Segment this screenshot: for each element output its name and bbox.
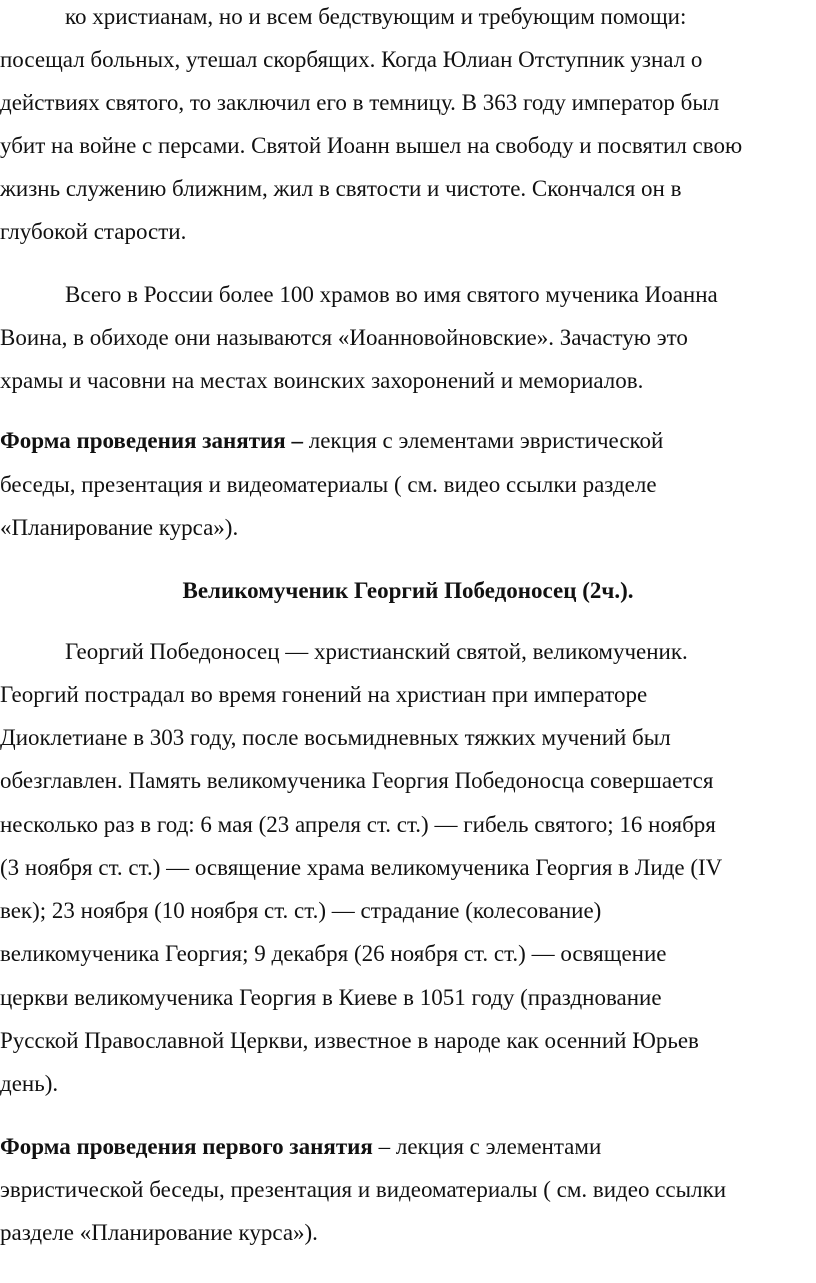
paragraph-1-line: жизнь служению ближним, жил в святости и чистоте. Скончался он в <box>0 176 682 201</box>
form-2-line <box>0 1132 601 1162</box>
paragraph-3-line: несколько раз в год: 6 мая (23 апреля ст. ст.) — гибель святого; 16 ноября <box>0 812 716 837</box>
paragraph-1-line: глубокой старости. <box>0 219 187 244</box>
paragraph-3-line: обезглавлен. Память великомученика Георгия Победоносца совершается <box>0 768 714 793</box>
paragraph-2-line: храмы и часовни на местах воинских захоронений и мемориалов. <box>0 368 644 393</box>
paragraph-3-line: Георгий пострадал во время гонений на христиан при императоре <box>0 682 648 707</box>
paragraph-3-line: (3 ноября ст. ст.) — освящение храма великомученика Георгия в Лиде (IV <box>0 855 723 880</box>
form-1-line: «Планирование курса»). <box>0 515 239 540</box>
section-heading: Великомученик Георгий Победоносец (2ч.). <box>182 578 634 603</box>
paragraph-1-line: ко христианам, но и всем бедствующим и требующим помощи: <box>65 4 687 29</box>
paragraph-3-line: век); 23 ноября (10 ноября ст. ст.) — страдание (колесование) <box>0 898 602 923</box>
form-2-label: Форма проведения первого занятия <box>0 1134 373 1159</box>
form-1-line <box>0 426 663 456</box>
form-1-line: беседы, презентация и видеоматериалы ( см. видео ссылки разделе <box>0 472 657 497</box>
paragraph-3-line: Диоклетиане в 303 году, после восьмидневных тяжких мучений был <box>0 725 671 750</box>
paragraph-3-line: день). <box>0 1071 59 1096</box>
paragraph-3-line: церкви великомученика Георгия в Киеве в 1051 году (празднование <box>0 985 662 1010</box>
form-2-line: эвристической беседы, презентация и видеоматериалы ( см. видео ссылки <box>0 1177 727 1202</box>
form-2-text: – лекция с элементами <box>372 1134 602 1159</box>
paragraph-3-line: Георгий Победоносец — христианский святой, великомученик. <box>65 639 688 664</box>
form-1-text: лекция с элементами эвристической <box>302 428 664 453</box>
form-1-label: Форма проведения занятия – <box>0 428 303 453</box>
paragraph-2-line: Всего в России более 100 храмов во имя святого мученика Иоанна <box>65 282 718 307</box>
paragraph-1-line: действиях святого, то заключил его в темницу. В 363 году император был <box>0 90 720 115</box>
paragraph-1-line: посещал больных, утешал скорбящих. Когда Юлиан Отступник узнал о <box>0 47 703 72</box>
paragraph-1-line: убит на войне с персами. Святой Иоанн вышел на свободу и посвятил свою <box>0 133 743 158</box>
form-2-line: разделе «Планирование курса»). <box>0 1220 318 1245</box>
paragraph-3-line: Русской Православной Церкви, известное в народе как осенний Юрьев <box>0 1028 699 1053</box>
paragraph-2-line: Воина, в обиходе они называются «Иоанновойновские». Зачастую это <box>0 325 688 350</box>
paragraph-3-line: великомученика Георгия; 9 декабря (26 ноября ст. ст.) — освящение <box>0 941 667 966</box>
